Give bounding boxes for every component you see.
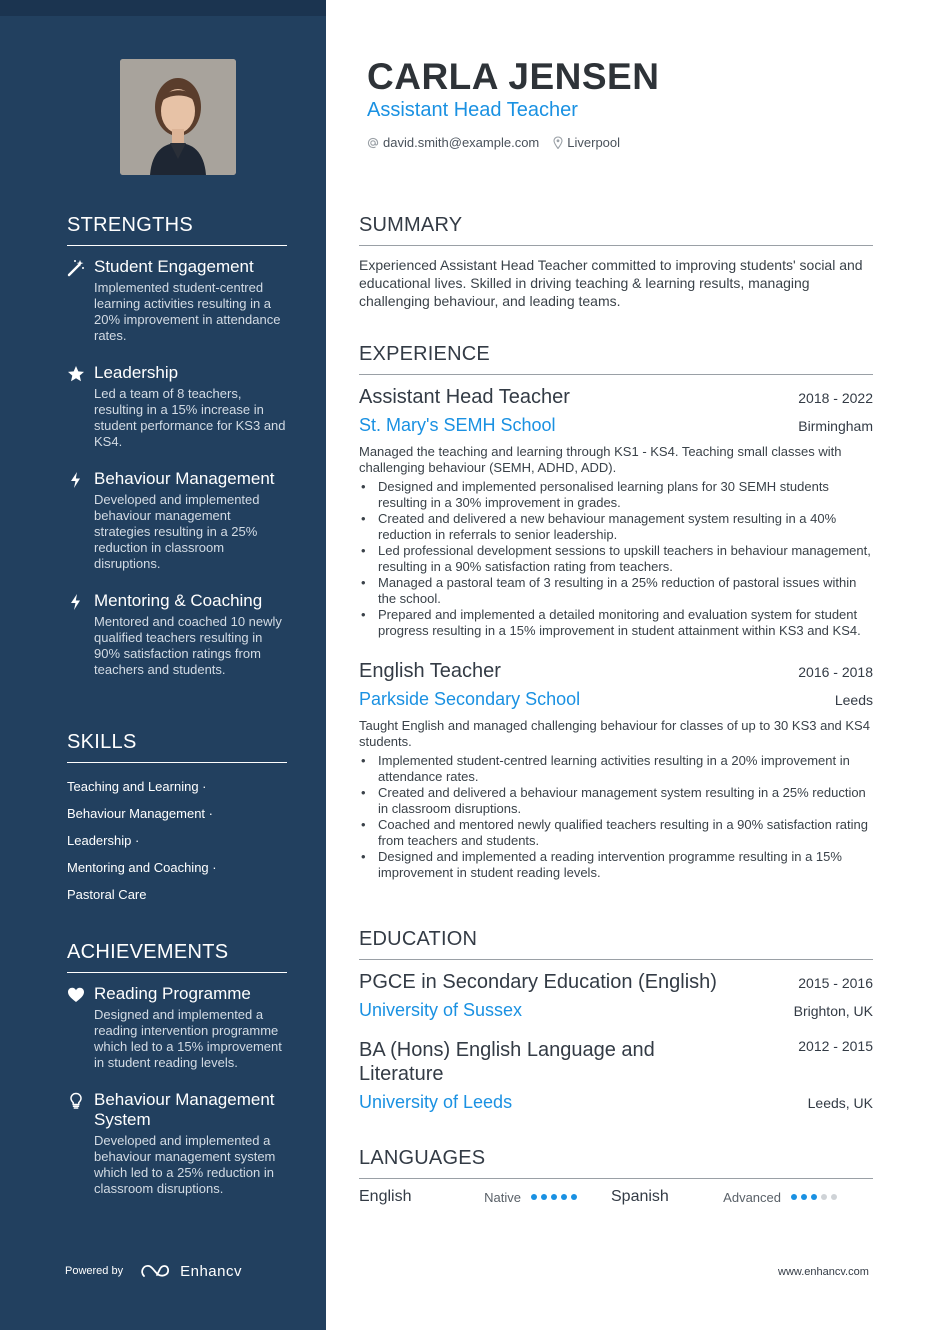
rating-dot-filled: [791, 1194, 797, 1200]
achievement-desc: Developed and implemented a behaviour management system which led to a 25% reduction in classroom disruptions.: [94, 1133, 276, 1196]
email-contact[interactable]: [367, 135, 539, 150]
powered-by-label: Powered by: [65, 1265, 124, 1277]
strength-desc: Implemented student-centred learning activities resulting in a 20% improvement in attendance rates.: [94, 280, 281, 343]
strength-title: Leadership: [94, 363, 179, 382]
skill-item: Behaviour Management ·: [67, 806, 213, 821]
language-rating: [791, 1194, 841, 1200]
at-icon: [367, 137, 379, 149]
degree-title: PGCE in Secondary Education (English): [359, 971, 717, 993]
rating-dot-filled: [571, 1194, 577, 1200]
powered-by: [65, 1262, 242, 1280]
degree-title: BA (Hons) English Language and Literature: [359, 1039, 655, 1085]
rating-dot-filled: [541, 1194, 547, 1200]
summary-heading: SUMMARY: [359, 214, 873, 246]
heart-icon: [67, 986, 85, 1004]
job-bullet: • Coached and mentored newly qualified teachers resulting in a 90% satisfaction rating from teachers and students.: [359, 817, 873, 849]
strength-item: [67, 591, 287, 678]
rating-dot-filled: [801, 1194, 807, 1200]
job-dates: 2018 - 2022: [798, 390, 873, 406]
achievement-title: Reading Programme: [94, 984, 251, 1003]
experience-entry: [359, 659, 873, 881]
job-bullets: [359, 479, 873, 639]
job-bullet: • Designed and implemented personalised learning plans for 30 SEMH students resulting in a 30% improvement in grades.: [359, 479, 873, 511]
achievement-item: [67, 984, 287, 1071]
school-location: Leeds, UK: [807, 1095, 873, 1111]
job-location: Birmingham: [798, 418, 873, 434]
school-location: Brighton, UK: [793, 1003, 873, 1019]
language-list: [359, 1188, 873, 1206]
strength-title: Behaviour Management: [94, 469, 275, 488]
lightning-icon: [67, 593, 85, 611]
strength-desc: Led a team of 8 teachers, resulting in a 15% increase in student performance for KS3 and KS4.: [94, 386, 286, 449]
education-section: [359, 928, 873, 1114]
education-entry: [359, 1038, 873, 1114]
job-bullet: • Implemented student-centred learning activities resulting in a 20% improvement in attendance rates.: [359, 753, 873, 785]
strengths-section: [67, 214, 287, 678]
candidate-title: Assistant Head Teacher: [367, 99, 578, 121]
job-description: Taught English and managed challenging behaviour for classes of up to 30 KS3 and KS4 students.: [359, 718, 870, 749]
skill-item: Leadership ·: [67, 833, 140, 848]
job-bullet: • Led professional development sessions to upskill teachers in behaviour management, resulting in a 90% satisfaction rating from teachers.: [359, 543, 873, 575]
magic-wand-icon: [67, 259, 85, 277]
job-bullet: • Created and delivered a new behaviour management system resulting in a 40% reduction in referrals to senior leadership.: [359, 511, 873, 543]
achievement-item: [67, 1090, 287, 1197]
experience-heading: EXPERIENCE: [359, 343, 873, 375]
achievement-title: Behaviour Management System: [94, 1090, 275, 1129]
job-bullet: • Created and delivered a behaviour management system resulting in a 25% reduction in classroom disruptions.: [359, 785, 873, 817]
sidebar: [0, 0, 326, 1330]
enhancv-brand-name: Enhancv: [180, 1262, 242, 1280]
location-contact: [553, 135, 620, 150]
rating-dot-empty: [831, 1194, 837, 1200]
profile-photo: [120, 59, 236, 175]
languages-section: [359, 1147, 873, 1206]
job-dates: 2016 - 2018: [798, 664, 873, 680]
job-role: English Teacher: [359, 660, 501, 682]
job-organization: St. Mary's SEMH School: [359, 415, 556, 435]
email-text: david.smith@example.com: [383, 135, 540, 150]
experience-section: [359, 343, 873, 881]
job-bullet: • Managed a pastoral team of 3 resulting in a 25% reduction of pastoral issues within the school.: [359, 575, 873, 607]
language-level: Advanced: [723, 1189, 781, 1205]
job-organization: Parkside Secondary School: [359, 689, 581, 709]
strength-item: [67, 469, 287, 572]
strengths-heading: STRENGTHS: [67, 214, 287, 246]
summary-section: [359, 214, 873, 310]
language-rating: [531, 1194, 581, 1200]
education-dates: 2015 - 2016: [798, 975, 873, 991]
achievement-desc: Designed and implemented a reading intervention programme which led to a 15% improvement in student reading levels.: [94, 1007, 282, 1070]
skills-section: [67, 731, 287, 908]
candidate-name: CARLA JENSEN: [367, 56, 660, 97]
skills-heading: SKILLS: [67, 731, 287, 763]
strength-desc: Mentored and coached 10 newly qualified teachers resulting in 90% satisfaction ratings from teachers and students.: [94, 614, 282, 677]
summary-text: Experienced Assistant Head Teacher committed to improving students' social and educational lives. Skilled in driving teaching & learning results, managing challenging behaviour, and leading teams.: [359, 257, 863, 309]
lightbulb-icon: [67, 1092, 85, 1110]
strength-desc: Developed and implemented behaviour management strategies resulting in a 25% reduction in classroom disruptions.: [94, 492, 260, 571]
school-name: University of Leeds: [359, 1092, 513, 1112]
school-name: University of Sussex: [359, 1000, 523, 1020]
education-heading: EDUCATION: [359, 928, 873, 960]
achievements-section: [67, 941, 287, 1197]
language-name: Spanish: [611, 1188, 669, 1205]
skill-item: Mentoring and Coaching ·: [67, 860, 217, 875]
skill-item: Teaching and Learning ·: [67, 779, 207, 794]
sidebar-top-bar: [0, 0, 326, 16]
experience-entry: [359, 385, 873, 639]
job-bullet: • Prepared and implemented a detailed monitoring and evaluation system for student progress resulting in a 15% improvement in student attainment within KS3 and KS4.: [359, 607, 873, 639]
strength-title: Student Engagement: [94, 257, 254, 276]
strength-item: [67, 257, 287, 344]
job-bullet: • Designed and implemented a reading intervention programme resulting in a 15% improvement in student reading levels.: [359, 849, 873, 881]
education-dates: 2012 - 2015: [798, 1038, 873, 1054]
contact-info: [367, 135, 634, 150]
job-role: Assistant Head Teacher: [359, 386, 570, 408]
location-text: Liverpool: [567, 135, 621, 150]
achievements-heading: ACHIEVEMENTS: [67, 941, 287, 973]
education-entry: [359, 970, 873, 1022]
enhancv-logo[interactable]: [141, 1262, 242, 1280]
languages-heading: LANGUAGES: [359, 1147, 873, 1179]
language-name: English: [359, 1188, 412, 1205]
rating-dot-filled: [811, 1194, 817, 1200]
rating-dot-filled: [531, 1194, 537, 1200]
job-description: Managed the teaching and learning through KS1 - KS4. Teaching small classes with challenging behaviour (SEMH, ADHD, ADD).: [359, 444, 842, 475]
location-pin-icon: [553, 136, 563, 149]
language-level: Native: [484, 1189, 521, 1205]
lightning-icon: [67, 471, 85, 489]
skill-item: Pastoral Care: [67, 887, 147, 902]
rating-dot-filled: [551, 1194, 557, 1200]
rating-dot-filled: [561, 1194, 567, 1200]
rating-dot-empty: [821, 1194, 827, 1200]
star-icon: [67, 365, 85, 383]
job-location: Leeds: [834, 692, 873, 708]
strength-title: Mentoring & Coaching: [94, 591, 263, 610]
skill-list: [67, 773, 287, 908]
enhancv-logo-icon: [141, 1262, 175, 1280]
strength-item: [67, 363, 287, 450]
job-bullets: [359, 753, 873, 881]
enhancv-url[interactable]: www.enhancv.com: [778, 1266, 869, 1278]
